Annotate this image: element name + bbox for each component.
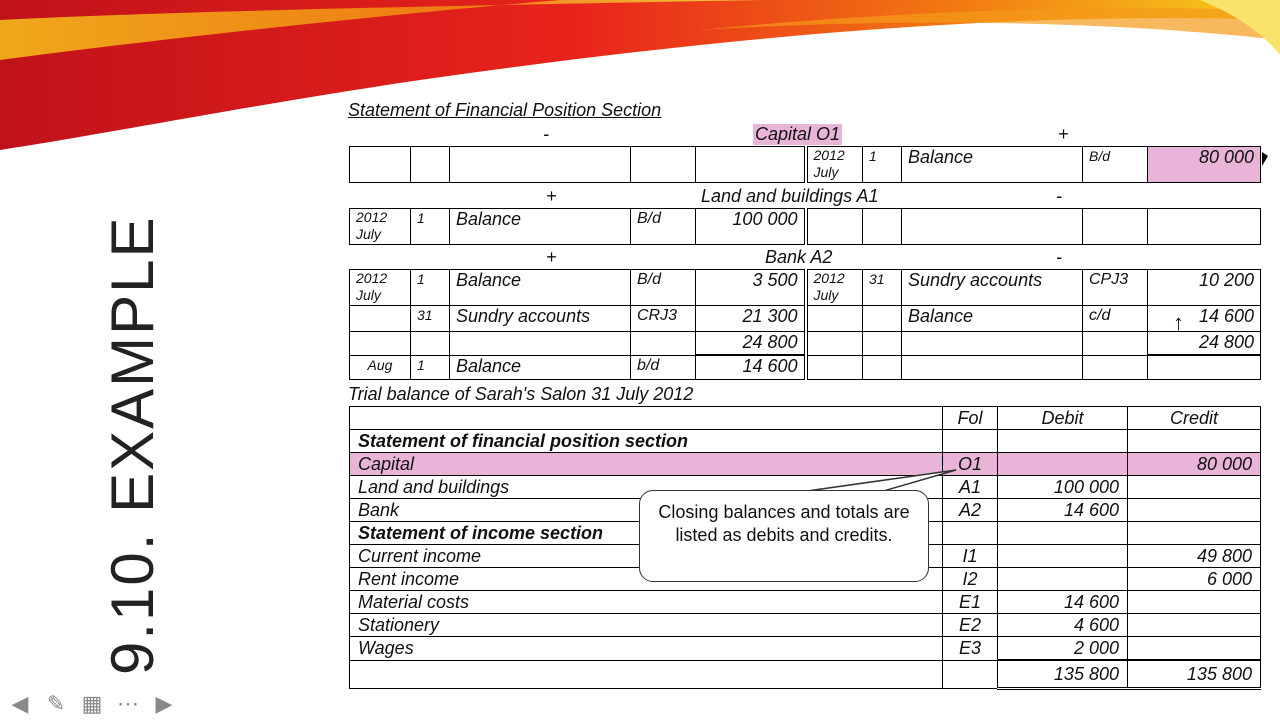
date-year: 2012 xyxy=(356,270,388,286)
pen-icon[interactable]: ✎ xyxy=(46,691,66,716)
debit-cell: 4 600 xyxy=(998,614,1128,637)
date-day: 1 xyxy=(411,355,450,379)
trial-balance-title: Trial balance of Sarah's Salon 31 July 2012 xyxy=(348,384,694,404)
folio-cell: c/d xyxy=(1083,306,1148,332)
section-label: Statement of income section xyxy=(350,522,943,545)
debit-cell: 2 000 xyxy=(998,637,1128,661)
table-row xyxy=(350,614,1261,637)
folio-cell: I1 xyxy=(943,545,998,568)
debit-cell: 14 600 xyxy=(998,499,1128,522)
more-options-icon[interactable]: ⋯ xyxy=(117,691,139,716)
row-label: Stationery xyxy=(350,614,943,637)
table-row xyxy=(350,306,1261,332)
amount-cell: 3 500 xyxy=(696,270,806,306)
plus-sign: + xyxy=(546,247,557,267)
column-header-credit: Credit xyxy=(1128,407,1261,430)
amount-cell: 80 000 xyxy=(1148,147,1261,183)
folio-cell: CPJ3 xyxy=(1083,270,1148,306)
details-cell: Balance xyxy=(450,355,631,379)
debit-total: 135 800 xyxy=(998,660,1128,689)
details-cell: Sundry accounts xyxy=(450,306,631,332)
row-label: Capital xyxy=(350,453,943,476)
folio-cell: E1 xyxy=(943,591,998,614)
table-row xyxy=(350,637,1261,661)
plus-sign: + xyxy=(546,186,557,206)
row-label: Wages xyxy=(350,637,943,661)
amount-cell: 100 000 xyxy=(696,209,806,245)
table-total-row xyxy=(350,660,1261,689)
folio-cell: A2 xyxy=(943,499,998,522)
land-account-table xyxy=(349,208,1261,245)
total-cell: 24 800 xyxy=(696,332,806,356)
next-arrow-icon[interactable]: ▶ xyxy=(155,691,173,716)
table-row xyxy=(350,430,1261,453)
amount-cell: 10 200 xyxy=(1148,270,1261,306)
credit-cell: 49 800 xyxy=(1128,545,1261,568)
capital-account-title: Capital O1 xyxy=(755,124,841,144)
credit-cell: 6 000 xyxy=(1128,568,1261,591)
date-day: 1 xyxy=(863,147,902,183)
folio-cell: B/d xyxy=(1083,147,1148,183)
date-month: July xyxy=(813,164,839,180)
table-row xyxy=(350,332,1261,356)
row-label: Land and buildings xyxy=(350,476,943,499)
column-header-fol: Fol xyxy=(943,407,998,430)
land-account-title: Land and buildings A1 xyxy=(701,186,879,206)
section-label: Statement of financial position section xyxy=(350,430,943,453)
date-month: July xyxy=(813,287,839,303)
date-year: 2012 xyxy=(813,270,845,286)
date-year: 2012 xyxy=(356,209,388,225)
slideshow-toolbar xyxy=(6,690,178,718)
table-row xyxy=(350,355,1261,379)
table-row xyxy=(350,591,1261,614)
table-row xyxy=(350,270,1261,306)
date-day: 1 xyxy=(411,209,450,245)
amount-cell: 14 600 xyxy=(696,355,806,379)
details-cell: Balance xyxy=(902,306,1083,332)
minus-sign: - xyxy=(1056,186,1062,206)
date-day: 31 xyxy=(863,270,902,306)
date-day: 1 xyxy=(411,270,450,306)
mouse-cursor-icon xyxy=(1262,152,1268,166)
folio-cell: B/d xyxy=(631,270,696,306)
slides-icon[interactable]: ▦ xyxy=(81,691,103,716)
previous-arrow-icon[interactable]: ◀ xyxy=(11,691,29,716)
details-cell: Balance xyxy=(902,147,1083,183)
folio-cell: E3 xyxy=(943,637,998,661)
bank-account-table xyxy=(349,269,1261,380)
debit-cell: 100 000 xyxy=(998,476,1128,499)
date-year: 2012 xyxy=(813,147,845,163)
minus-sign: - xyxy=(543,124,549,144)
table-row xyxy=(350,209,1261,245)
date-month: Aug xyxy=(350,355,411,379)
callout-box: Closing balances and totals are listed as debits and credits. xyxy=(639,490,929,582)
total-cell: 24 800 xyxy=(1148,332,1261,356)
minus-sign: - xyxy=(1056,247,1062,267)
row-label: Current income xyxy=(350,545,943,568)
capital-account-table xyxy=(349,146,1261,183)
table-row xyxy=(350,147,1261,183)
arrow-up-icon: ↑ xyxy=(1173,310,1184,335)
credit-total: 135 800 xyxy=(1128,660,1261,689)
credit-cell: 80 000 xyxy=(1128,453,1261,476)
folio-cell: I2 xyxy=(943,568,998,591)
folio-cell: O1 xyxy=(943,453,998,476)
folio-cell: CRJ3 xyxy=(631,306,696,332)
details-cell: Balance xyxy=(450,270,631,306)
folio-cell: B/d xyxy=(631,209,696,245)
folio-cell: E2 xyxy=(943,614,998,637)
land-account-header xyxy=(349,186,1260,206)
row-label: Material costs xyxy=(350,591,943,614)
bank-account-header xyxy=(349,247,1260,267)
column-header-debit: Debit xyxy=(998,407,1128,430)
row-label: Bank xyxy=(350,499,943,522)
details-cell: Balance xyxy=(450,209,631,245)
folio-cell: A1 xyxy=(943,476,998,499)
bank-account-title: Bank A2 xyxy=(765,247,833,267)
capital-account-header xyxy=(349,124,1260,144)
slide-title: 9.10. EXAMPLE xyxy=(99,215,166,675)
table-header-row xyxy=(350,407,1261,430)
amount-cell: 21 300 xyxy=(696,306,806,332)
date-month: July xyxy=(356,287,381,303)
section-title: Statement of Financial Position Section xyxy=(348,100,662,120)
amount-cell: 14 600 xyxy=(1148,306,1261,332)
debit-cell: 14 600 xyxy=(998,591,1128,614)
folio-cell: b/d xyxy=(631,355,696,379)
row-label: Rent income xyxy=(350,568,943,591)
details-cell: Sundry accounts xyxy=(902,270,1083,306)
date-day: 31 xyxy=(411,306,450,332)
date-month: July xyxy=(356,226,381,242)
plus-sign: + xyxy=(1058,124,1069,144)
